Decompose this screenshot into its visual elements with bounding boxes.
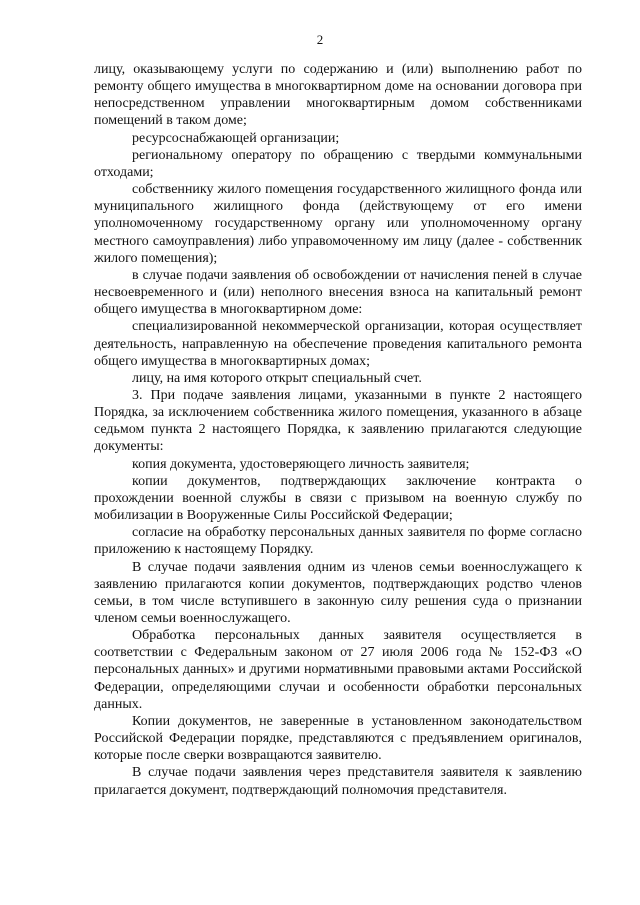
paragraph-data-consent: согласие на обработку персональных данных заявителя по форме согласно приложению к настоящему Порядку. [94,525,582,558]
paragraph-data-processing: Обработка персональных данных заявителя осуществляется в соответствии с Федеральным законом от 27 июля 2006 года № 152-ФЗ «О персональных данных» и другими нормативными правовыми актами Российской Федерации, определяющими случаи и особенности обработки персональных данных. [94,628,582,712]
paragraph-item-3-documents: 3. При подаче заявления лицами, указанными в пункте 2 настоящего Порядка, за исключением собственника жилого помещения, указанного в абзаце седьмом пункта 2 настоящего Порядка, к заявлению прилагаются следующие документы: [94,387,582,455]
paragraph-identity-document: копия документа, удостоверяющего личность заявителя; [132,456,470,472]
paragraph-service-provider: лицу, оказывающему услуги по содержанию и (или) выполнению работ по ремонту общего имущества в многоквартирном доме на основании договора при непосредственном управлении многоквартирным домом собственниками помещений в таком доме; [94,62,582,129]
paragraph-contract-copies: копии документов, подтверждающих заключение контракта о прохождении военной службы в связи с призывом на военную службу по мобилизации в Вооруженные Силы Российской Федерации; [94,473,582,524]
paragraph-regional-operator: региональному оператору по обращению с твердыми коммунальными отходами; [94,147,582,180]
paragraph-resource-supplier: ресурсоснабжающей организации; [132,130,340,146]
paragraph-nonprofit-organization: специализированной некоммерческой организации, которая осуществляет деятельность, направленную на обеспечение проведения капитального ремонта общего имущества в многоквартирных домах; [94,319,582,369]
document-body [94,61,582,799]
paragraph-family-member: В случае подачи заявления одним из членов семьи военнослужащего к заявлению прилагаются копии документов, подтверждающих родство членов семьи, в том числе вступившего в законную силу решения суда о признании членом семьи военнослужащего. [94,559,582,626]
paragraph-housing-owner: собственнику жилого помещения государственного жилищного фонда или муниципального жилищного фонда (действующему от его имени уполномоченному государственному органу или уполномоченному органу местного самоуправления) либо управомоченному им лицу (далее - собственник жилого помещения); [94,182,582,266]
paragraph-document-copies: Копии документов, не заверенные в установленном законодательством Российской Федерации порядке, представляются с предъявлением оригиналов, которые после сверки возвращаются заявителю. [94,713,582,764]
paragraph-special-account: лицу, на имя которого открыт специальный счет. [132,370,422,386]
paragraph-representative: В случае подачи заявления через представителя заявителя к заявлению прилагается документ, подтверждающий полномочия представителя. [94,765,582,798]
paragraph-penalty-exemption: в случае подачи заявления об освобождении от начисления пеней в случае несвоевременного и (или) неполного внесения взноса на капитальный ремонт общего имущества в многоквартирном доме: [94,267,582,318]
page-number: 2 [316,32,324,47]
